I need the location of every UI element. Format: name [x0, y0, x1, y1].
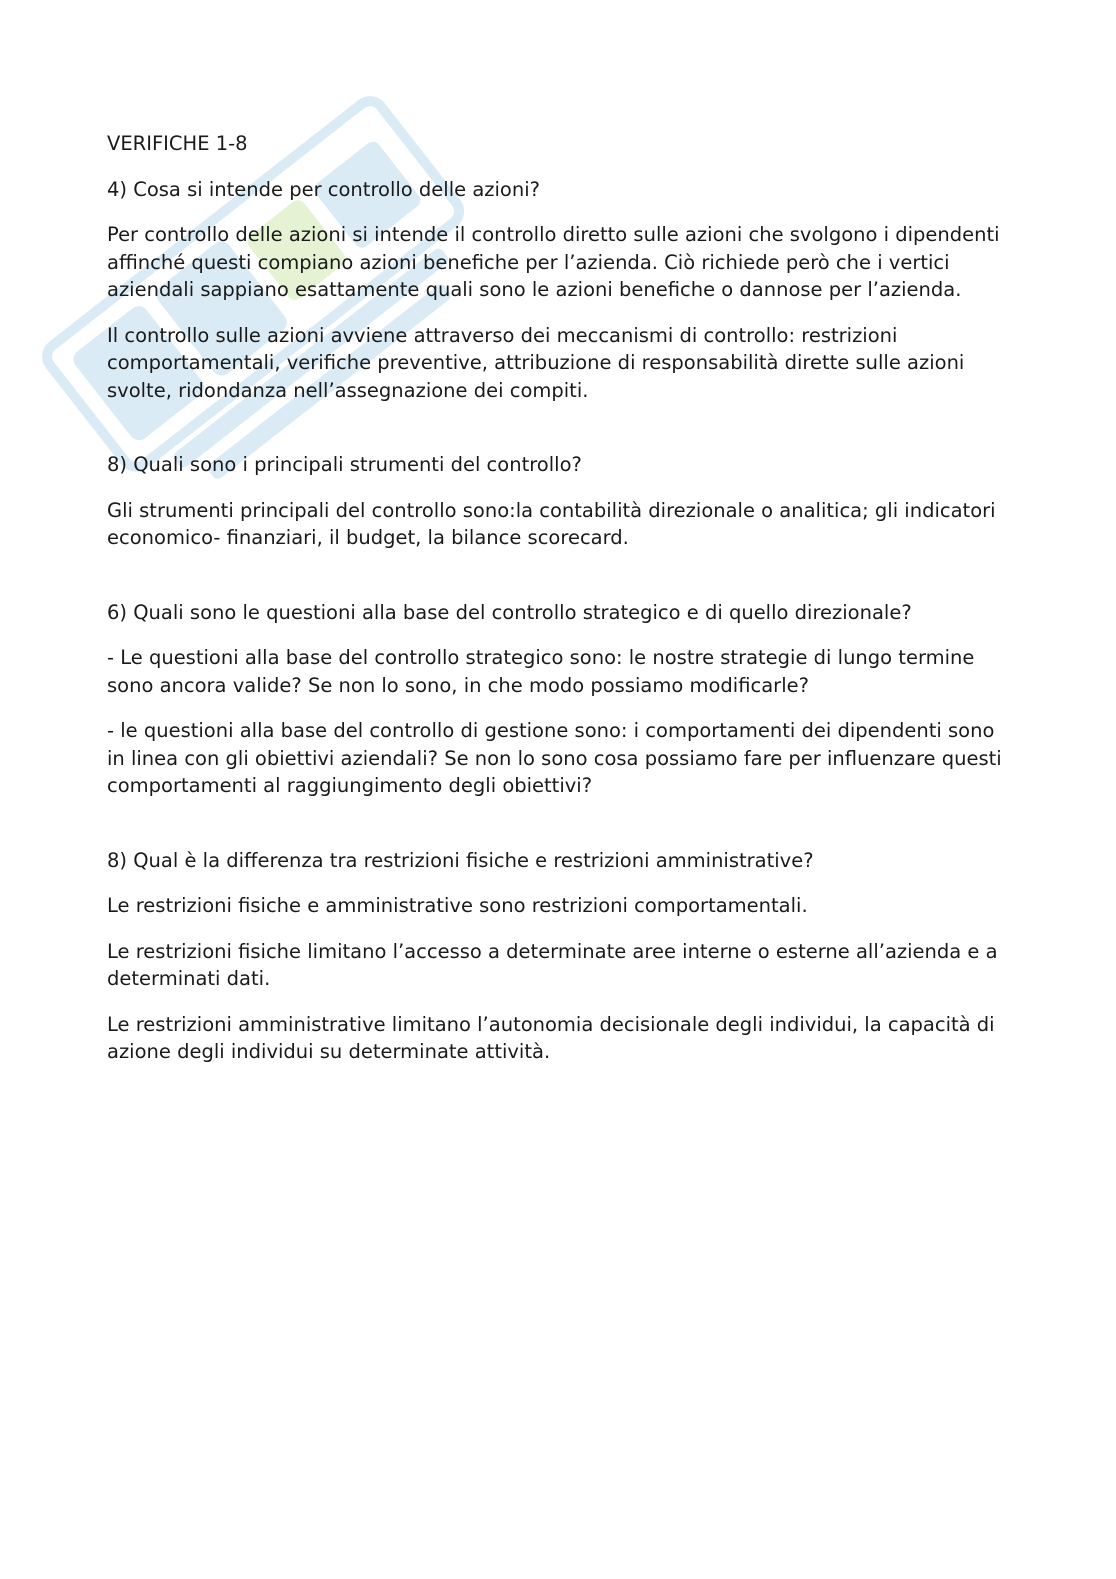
question-4: 8) Qual è la differenza tra restrizioni fisiche e restrizioni amministrative? — [107, 848, 814, 872]
answer-4-paragraph-2: Le restrizioni fisiche limitano l’accesso a determinate aree interne o esterne all’azienda e a determinati dati. — [107, 939, 998, 990]
answer-4-paragraph-3: Le restrizioni amministrative limitano l’autonomia decisionale degli individui, la capacità di azione degli individui su determinate attività. — [107, 1012, 995, 1063]
document-title: VERIFICHE 1-8 — [107, 132, 248, 155]
question-2: 8) Quali sono i principali strumenti del controllo? — [107, 453, 582, 476]
answer-3-paragraph-1: - Le questioni alla base del controllo strategico sono: le nostre strategie di lungo termine sono ancora valide? Se non lo sono, in che modo possiamo modificarle? — [107, 646, 975, 697]
answer-1-paragraph-1: Per controllo delle azioni si intende il controllo diretto sulle azioni che svolgono i dipendenti affinché questi compiano azioni benefiche per l’azienda. Ciò richiede però che i vertici aziendali sappiano esattamente quali sono le azioni benefiche o dannose per l’azienda. — [107, 223, 1000, 301]
document-body — [107, 130, 1007, 1084]
answer-3-paragraph-2: - le questioni alla base del controllo di gestione sono: i comportamenti dei dipendenti sono in linea con gli obiettivi aziendali? Se non lo sono cosa possiamo fare per influenzare questi comportamenti al raggiungimento degli obiettivi? — [107, 719, 1002, 797]
question-1: 4) Cosa si intende per controllo delle azioni? — [107, 177, 540, 201]
question-3: 6) Quali sono le questioni alla base del controllo strategico e di quello direzionale? — [107, 600, 912, 624]
answer-2-paragraph-1: Gli strumenti principali del controllo sono:la contabilità direzionale o analitica; gli indicatori economico- finanziari, il budget, la bilance scorecard. — [107, 498, 996, 549]
answer-4-paragraph-1: Le restrizioni fisiche e amministrative sono restrizioni comportamentali. — [107, 894, 808, 917]
answer-1-paragraph-2: Il controllo sulle azioni avviene attraverso dei meccanismi di controllo: restrizioni comportamentali, verifiche preventive, attribuzione di responsabilità dirette sulle azioni svolte, ridondanza nell’assegnazione dei compiti. — [107, 323, 965, 402]
